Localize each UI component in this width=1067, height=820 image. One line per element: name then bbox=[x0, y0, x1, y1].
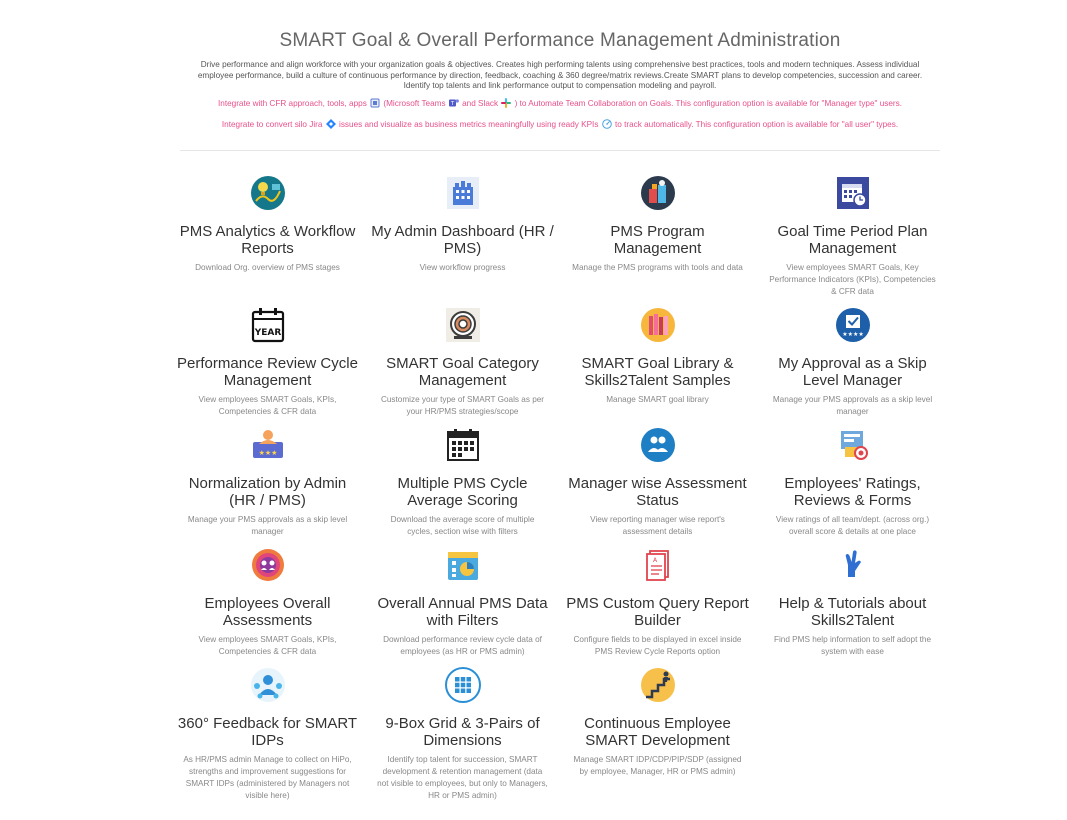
card-continuous-development[interactable] bbox=[560, 667, 755, 778]
card-subtitle: View workflow progress bbox=[419, 263, 506, 272]
card-subtitle: View reporting manager wise report's assessment details bbox=[590, 515, 725, 536]
card-title: Performance Review Cycle Management bbox=[177, 355, 358, 389]
card-subtitle: Identify top talent for succession, SMART development & retention management (data not visible to employees, but only to Managers, HR or PMS admin) bbox=[377, 755, 548, 800]
card-normalization[interactable] bbox=[170, 427, 365, 538]
card-manager-assessment-status[interactable] bbox=[560, 427, 755, 538]
jira-text-2: issues and visualize as business metrics meaningfully using ready KPIs bbox=[339, 119, 599, 129]
card-title: Goal Time Period Plan Management bbox=[777, 223, 928, 257]
card-360-feedback[interactable] bbox=[170, 667, 365, 802]
card-skip-level-approval[interactable] bbox=[755, 307, 950, 418]
nine-box-icon bbox=[445, 667, 481, 703]
card-goal-category[interactable] bbox=[365, 307, 560, 418]
card-subtitle: View employees SMART Goals, KPIs, Competencies & CFR data bbox=[198, 635, 337, 656]
card-subtitle: Customize your type of SMART Goals as per your HR/PMS strategies/scope bbox=[380, 395, 545, 416]
card-title: Continuous Employee SMART Development bbox=[584, 715, 731, 749]
card-title: Normalization by Admin (HR / PMS) bbox=[188, 475, 347, 509]
card-subtitle: Manage SMART IDP/CDP/PIP/SDP (assigned by employee, Manager, HR or PMS admin) bbox=[573, 755, 742, 776]
microsoft-teams-icon bbox=[449, 98, 459, 108]
kpi-gauge-icon bbox=[602, 119, 612, 129]
card-title: Employees Overall Assessments bbox=[204, 595, 331, 629]
team-icon bbox=[640, 427, 676, 463]
development-stairs-icon bbox=[640, 667, 676, 703]
card-pms-analytics[interactable] bbox=[170, 175, 365, 274]
svg-text:YEAR: YEAR bbox=[254, 328, 281, 338]
card-title: Employees' Ratings, Reviews & Forms bbox=[784, 475, 921, 509]
card-help-tutorials[interactable] bbox=[755, 547, 950, 658]
card-subtitle: Configure fields to be displayed in excel inside PMS Review Cycle Reports option bbox=[573, 635, 742, 656]
cfr-text-1: Integrate with CFR approach, tools, apps bbox=[217, 98, 367, 108]
card-title: PMS Custom Query Report Builder bbox=[566, 595, 749, 629]
card-title: Manager wise Assessment Status bbox=[568, 475, 747, 509]
card-custom-query[interactable] bbox=[560, 547, 755, 658]
year-calendar-icon bbox=[250, 307, 286, 343]
card-subtitle: View ratings of all team/dept. (across org.) overall score & details at one place bbox=[775, 515, 930, 536]
svg-text:★★★: ★★★ bbox=[258, 449, 277, 457]
card-nine-box-grid[interactable] bbox=[365, 667, 560, 802]
feedback-360-icon bbox=[250, 667, 286, 703]
header-divider bbox=[180, 150, 940, 151]
rating-person-icon bbox=[250, 427, 286, 463]
card-subtitle: As HR/PMS admin Manage to collect on HiPo, strengths and improvement suggestions for SMART IDPs (administered by Managers not visible here) bbox=[183, 755, 352, 800]
card-subtitle: View employees SMART Goals, KPIs, Competencies & CFR data bbox=[198, 395, 337, 416]
dashboard-icon bbox=[445, 175, 481, 211]
cfr-text-4: ) to Automate Team Collaboration on Goals. This configuration option is available for "Manager type" users. bbox=[514, 98, 903, 108]
apps-icon bbox=[370, 98, 380, 108]
card-review-cycle[interactable] bbox=[170, 307, 365, 418]
report-builder-icon bbox=[640, 547, 676, 583]
target-icon bbox=[445, 307, 481, 343]
assessment-icon bbox=[250, 547, 286, 583]
svg-text:T: T bbox=[450, 100, 455, 107]
cfr-text-3: and Slack bbox=[462, 98, 499, 108]
card-goal-library[interactable] bbox=[560, 307, 755, 406]
jira-text-3: to track automatically. This configuration option is available for "all user" types. bbox=[614, 119, 899, 129]
jira-text-1: Integrate to convert silo Jira bbox=[221, 119, 323, 129]
card-subtitle: Manage the PMS programs with tools and data bbox=[572, 263, 743, 272]
card-pms-program[interactable] bbox=[560, 175, 755, 274]
card-title: My Admin Dashboard (HR / PMS) bbox=[371, 223, 554, 257]
card-subtitle: Download performance review cycle data of employees (as HR or PMS admin) bbox=[383, 635, 542, 656]
help-hand-icon bbox=[835, 547, 871, 583]
card-subtitle: View employees SMART Goals, Key Performance Indicators (KPIs), Competencies & CFR data bbox=[769, 263, 936, 296]
svg-text:2: 2 bbox=[854, 572, 859, 580]
annual-data-icon bbox=[445, 547, 481, 583]
card-subtitle: Download the average score of multiple cycles, section wise with filters bbox=[390, 515, 535, 536]
card-title: PMS Program Management bbox=[610, 223, 705, 257]
card-title: PMS Analytics & Workflow Reports bbox=[179, 223, 356, 257]
card-average-scoring[interactable] bbox=[365, 427, 560, 538]
card-overall-assessments[interactable] bbox=[170, 547, 365, 658]
svg-text:A: A bbox=[652, 557, 657, 564]
card-title: Help & Tutorials about Skills2Talent bbox=[778, 595, 927, 629]
cfr-integration-note[interactable] bbox=[180, 98, 940, 109]
svg-text:★★★★: ★★★★ bbox=[841, 331, 864, 338]
library-icon bbox=[640, 307, 676, 343]
approval-icon bbox=[835, 307, 871, 343]
cfr-text-2: (Microsoft Teams bbox=[383, 98, 446, 108]
program-icon bbox=[640, 175, 676, 211]
card-subtitle: Download Org. overview of PMS stages bbox=[195, 263, 340, 272]
card-title: 360° Feedback for SMART IDPs bbox=[177, 715, 358, 749]
calendar-clock-icon bbox=[835, 175, 871, 211]
analytics-icon bbox=[250, 175, 286, 211]
page-header bbox=[180, 30, 940, 130]
card-employee-ratings[interactable] bbox=[755, 427, 950, 538]
card-subtitle: Manage SMART goal library bbox=[606, 395, 709, 404]
jira-integration-note[interactable] bbox=[180, 119, 940, 130]
card-title: SMART Goal Library & Skills2Talent Samples bbox=[581, 355, 734, 389]
page-description: Drive performance and align workforce with your organization goals & objectives. Creates high performing talents using comprehensive best practices, tools and modern techniques. Assess individual employee performance, build a culture of continuous performance by direction, feedback, coaching & 360 degree/matrix reviews.Create SMART plans to develop competencies, succession and career. Identify top talents and link performance output to compensation modeling and payroll. bbox=[197, 60, 923, 90]
ratings-board-icon bbox=[835, 427, 871, 463]
slack-icon bbox=[501, 98, 511, 108]
card-annual-pms-data[interactable] bbox=[365, 547, 560, 658]
card-admin-dashboard[interactable] bbox=[365, 175, 560, 274]
grid-calendar-icon bbox=[445, 427, 481, 463]
card-title: SMART Goal Category Management bbox=[386, 355, 539, 389]
page-title: SMART Goal & Overall Performance Management Administration bbox=[279, 30, 841, 51]
card-title: Overall Annual PMS Data with Filters bbox=[377, 595, 548, 629]
card-subtitle: Manage your PMS approvals as a skip level manager bbox=[187, 515, 348, 536]
card-title: 9-Box Grid & 3-Pairs of Dimensions bbox=[385, 715, 540, 749]
jira-icon bbox=[326, 119, 336, 129]
card-goal-time-period[interactable] bbox=[755, 175, 950, 298]
card-subtitle: Manage your PMS approvals as a skip level manager bbox=[772, 395, 933, 416]
card-title: Multiple PMS Cycle Average Scoring bbox=[397, 475, 528, 509]
card-title: My Approval as a Skip Level Manager bbox=[778, 355, 927, 389]
card-subtitle: Find PMS help information to self adopt the system with ease bbox=[773, 635, 931, 656]
